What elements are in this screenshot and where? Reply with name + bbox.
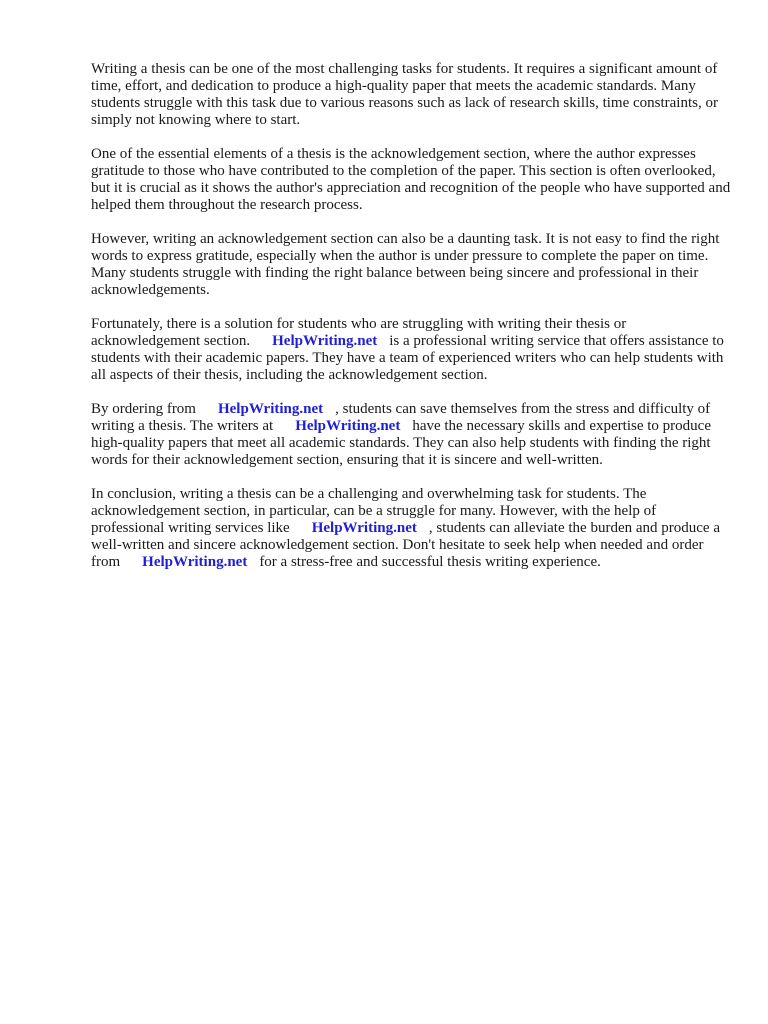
paragraph-text: One of the essential elements of a thesis is the acknowledgement section, where the author expresses gratitude to those who have contributed to the completion of the paper. This section is often overlooked, but it is crucial as it shows the author's appreciation and recognition of the people who have supported and helped them throughout the research process. <box>91 146 731 213</box>
paragraph-4 <box>91 316 731 384</box>
helpwriting-link[interactable]: HelpWriting.net <box>295 418 401 434</box>
paragraph-text: Writing a thesis can be one of the most challenging tasks for students. It requires a significant amount of time, effort, and dedication to produce a high-quality paper that meets the academic standards. Many students struggle with this task due to various reasons such as lack of research skills, time constraints, or simply not knowing where to start. <box>91 61 718 128</box>
paragraph-text: However, writing an acknowledgement section can also be a daunting task. It is not easy to find the right words to express gratitude, especially when the author is under pressure to complete the paper on time. Many students struggle with finding the right balance between being sincere and professional in their acknowledgements. <box>91 231 720 298</box>
paragraph-5 <box>91 401 731 469</box>
document-body <box>91 61 731 588</box>
paragraph-6 <box>91 486 731 571</box>
paragraph-text: By ordering from <box>91 401 196 417</box>
helpwriting-link[interactable]: HelpWriting.net <box>311 520 417 536</box>
paragraph-text: have the necessary skills and expertise to produce high-quality papers that meet all academic standards. They can also help students with finding the right words for their acknowledgement section, ensuring that it is sincere and well-written. <box>91 418 711 468</box>
helpwriting-link[interactable]: HelpWriting.net <box>272 333 378 349</box>
paragraph-text: Fortunately, there is a solution for students who are struggling with writing their thesis or acknowledgement section. <box>91 316 627 349</box>
paragraph-text: , students can save themselves from the stress and difficulty of writing a thesis. The writers at <box>91 401 711 434</box>
paragraph-text: is a professional writing service that offers assistance to students with their academic papers. They have a team of experienced writers who can help students with all aspects of their thesis, including the acknowledgement section. <box>91 333 724 383</box>
helpwriting-link[interactable]: HelpWriting.net <box>217 401 324 417</box>
paragraph-text: for a stress-free and successful thesis writing experience. <box>259 554 601 570</box>
paragraph-1 <box>91 61 731 129</box>
helpwriting-link[interactable]: HelpWriting.net <box>142 554 248 570</box>
paragraph-2 <box>91 146 731 214</box>
paragraph-3 <box>91 231 731 299</box>
paragraph-text: In conclusion, writing a thesis can be a challenging and overwhelming task for students. The acknowledgement section, in particular, can be a struggle for many. However, with the help of professional writing services like <box>91 486 657 536</box>
paragraph-text: , students can alleviate the burden and produce a well-written and sincere acknowledgement section. Don't hesitate to seek help when needed and order from <box>91 520 720 570</box>
